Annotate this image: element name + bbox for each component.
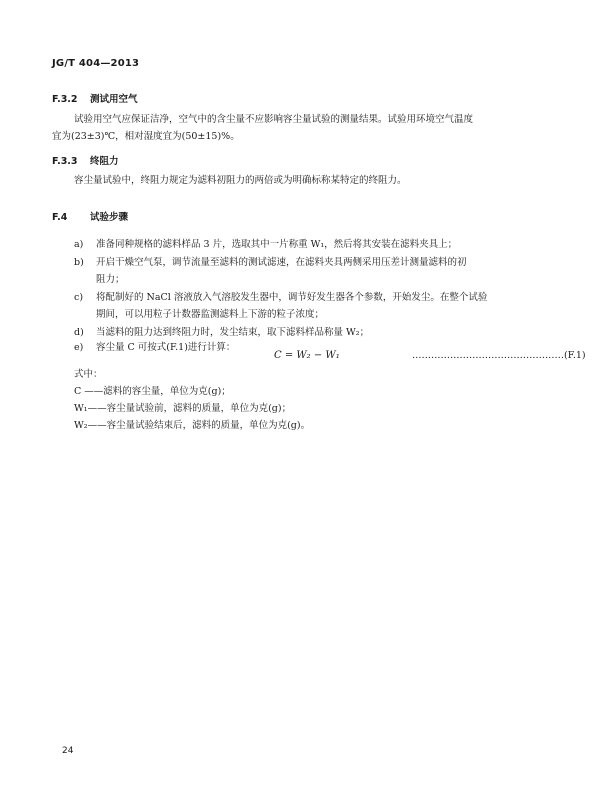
- section-number: F.3.3: [52, 156, 78, 167]
- list-label: a): [74, 239, 84, 250]
- paragraph-line: 容尘量试验中，终阻力规定为滤料初阻力的两倍或为明确标称某特定的终阻力。: [74, 175, 407, 186]
- where-intro: 式中：: [74, 369, 103, 380]
- list-text: 将配制好的 NaCl 溶液放入气溶胶发生器中，调节好发生器各个参数，开始发尘。在整个试验: [96, 292, 488, 303]
- list-text: 当滤料的阻力达到终阻力时，发尘结束，取下滤料样品称量 W₂；: [96, 327, 370, 338]
- list-item-step-c: [74, 289, 552, 323]
- paragraph-line: 宜为(23±3)℃，相对湿度宜为(50±15)%。: [52, 131, 240, 142]
- section-title: 终阻力: [90, 156, 119, 167]
- list-text: 准备同种规格的滤料样品 3 片，选取其中一片称重 W₁，然后将其安装在滤料夹具上；: [96, 239, 458, 250]
- section-title: 试验步骤: [90, 212, 129, 223]
- section-title: 测试用空气: [90, 94, 138, 105]
- definition-c: C ——滤料的容尘量，单位为克(g)；: [74, 386, 231, 397]
- section-number: F.4: [52, 212, 68, 223]
- list-label: b): [74, 257, 84, 268]
- paragraph-test-air: [52, 111, 550, 145]
- list-text: 容尘量 C 可按式(F.1)进行计算：: [96, 342, 236, 353]
- section-number: F.3.2: [52, 94, 78, 105]
- list-item-step-a: [74, 236, 552, 253]
- equation-number: …………………………………………(F.1): [412, 350, 586, 361]
- list-label: e): [74, 342, 84, 353]
- definition-w1: W₁——容尘量试验前，滤料的质量，单位为克(g)；: [74, 403, 292, 414]
- paragraph-line: 试验用空气应保证洁净，空气中的含尘量不应影响容尘量试验的测量结果。试验用环境空气温度: [74, 114, 474, 125]
- paragraph-final-resistance: [74, 172, 550, 189]
- section-heading-f32: [52, 91, 138, 105]
- list-label: d): [74, 327, 84, 338]
- page-number: 24: [62, 746, 74, 756]
- list-text-continued: 期间，可以用粒子计数器监测滤料上下游的粒子浓度；: [96, 309, 325, 320]
- list-text-continued: 阻力；: [96, 274, 125, 285]
- formula: C = W₂ − W₁: [274, 350, 340, 361]
- section-heading-f4: [52, 209, 128, 223]
- document-code: JG/T 404—2013: [52, 58, 140, 69]
- list-label: c): [74, 292, 84, 303]
- definition-w2: W₂——容尘量试验结束后，滤料的质量，单位为克(g)。: [74, 420, 311, 431]
- list-text: 开启干燥空气泵，调节流量至滤料的测试滤速，在滤料夹具两侧采用压差计测量滤料的初: [96, 257, 467, 268]
- list-item-step-b: [74, 254, 552, 288]
- section-heading-f33: [52, 153, 119, 167]
